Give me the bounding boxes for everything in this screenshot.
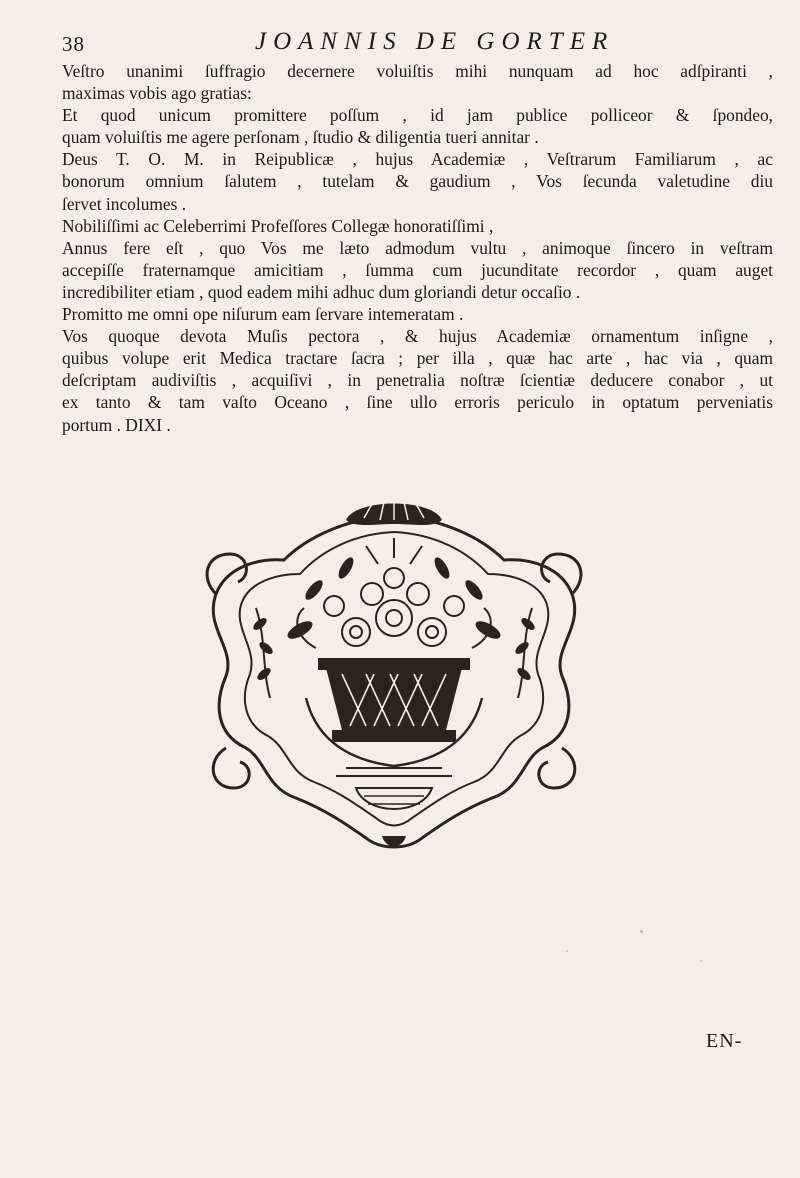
- text-line: portum . DIXI .: [62, 414, 171, 435]
- text-line: Promitto me omni ope niſurum eam ſervare intemeratam .: [62, 304, 464, 325]
- paragraph: [62, 325, 773, 435]
- text-line: maximas vobis ago gratias:: [62, 83, 252, 104]
- text-line: ſervet incolumes .: [62, 193, 187, 214]
- paper-speck: [700, 960, 702, 962]
- text-line: Deus T. O. M. in Reipublicæ , hujus Academiæ , Veſtrarum Familiarum , ac: [62, 149, 773, 170]
- text-line: Veſtro unanimi ſuffragio decernere voluiſtis mihi nunquam ad hoc adſpiranti ,: [62, 61, 773, 81]
- paper-speck: [566, 950, 568, 952]
- page-header: [62, 28, 622, 58]
- paragraph: [62, 237, 773, 303]
- paragraph: [62, 60, 773, 104]
- text-line: incredibiliter etiam , quod eadem mihi adhuc dum gloriandi detur occaſio .: [62, 281, 581, 302]
- text-line: deſcriptam audiviſtis , acquiſivi , in penetralia noſtræ ſcientiæ deducere conabor , ut: [62, 370, 773, 391]
- paragraph: [62, 104, 773, 148]
- catchword: EN-: [706, 1030, 743, 1052]
- text-line: quam voluiſtis me agere perſonam , ſtudio & diligentia tueri annitar .: [62, 127, 539, 148]
- text-line: ex tanto & tam vaſto Oceano , ſine ullo erroris periculo in optatum perveniatis: [62, 392, 773, 413]
- running-title: JOANNIS DE GORTER: [255, 28, 615, 55]
- text-line: accepiſſe fraternamque amicitiam , ſumma cum jucunditate recordor , quam auget: [62, 259, 773, 280]
- text-line: Vos quoque devota Muſis pectora , & hujus Academiæ ornamentum inſigne ,: [62, 326, 773, 347]
- text-line: quibus volupe erit Medica tractare ſacra ; per illa , quæ hac arte , hac via , quam: [62, 348, 773, 369]
- paragraph: [62, 148, 773, 214]
- page-number: 38: [62, 32, 85, 56]
- text-line: Nobiliſſimi ac Celeberrimi Profeſſores Collegæ honoratiſſimi ,: [62, 215, 494, 236]
- text-block: [62, 60, 773, 436]
- text-line: Et quod unicum promittere poſſum , id jam publice polliceor & ſpondeo,: [62, 105, 773, 126]
- text-line: bonorum omnium ſalutem , tutelam & gaudium , Vos ſecunda valetudine diu: [62, 171, 773, 192]
- flower-basket-ornament-icon: [196, 498, 592, 860]
- paragraph: [62, 215, 773, 237]
- text-line: Annus fere eſt , quo Vos me læto admodum vultu , animoque ſincero in veſtram: [62, 237, 773, 258]
- paragraph: [62, 303, 773, 325]
- paper-speck: [640, 930, 643, 933]
